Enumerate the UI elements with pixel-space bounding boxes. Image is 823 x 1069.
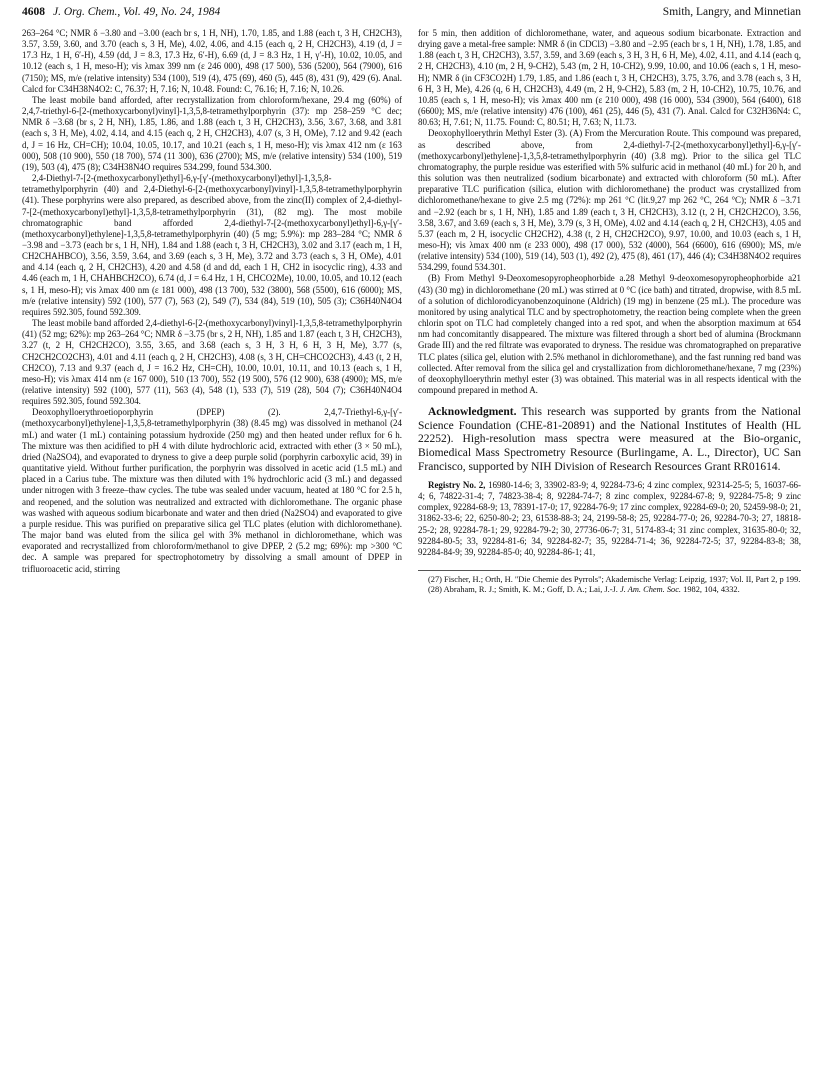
paragraph: (B) From Methyl 9-Deoxomesopyropheophorbide a.28 Methyl 9-deoxomesopyropheophorbide a21 (43) (30 mg) in dichloromethane (20 mL) was stirred at 0 °C (ice bath) and titrated, dropwise, with 8.5 mL of a solution of dichlorodicyanobenzoquinone (Aldrich) (19 mg) in benzene (25 mL). The procedure was monitored by using analytical TLC and by spectrophotometry, the reaction being complete when the green chlorin spot on TLC had completely changed into a red spot, and when the absorption maximum at 654 nm had concomitantly disappeared. The mixture was filtered through a short bed of alumina (Brockmann Grade III) and the red filtrate was evaporated to dryness. The residue was chromatographed on preparative TLC plates (silica gel, elution with 2.5% methanol in dichloromethane), and the fast running red band was collected. After removal from the silica gel and crystallization from dichloromethane/hexane, 7 mg (23%) of deoxophylloerythrin methyl ester (3) was obtained. This material was in all respects identical with the compound prepared in method A.: [418, 273, 801, 395]
page-number: 4608: [22, 6, 45, 18]
reference-number: (28): [428, 585, 442, 595]
left-column: [22, 28, 402, 575]
paragraph: The least mobile band afforded, after recrystallization from chloroform/hexane, 29.4 mg (60%) of 2,4,7-triethyl-6-[2-(methoxycarbonyl)vinyl]-1,3,5,8-tetramethylporphyrin (37): mp 258–259 °C dec; NMR δ −3.68 (br s, 2 H, NH), 1.85, 1.86, and 1.88 (each t, 3 H, CH2CH3), 3.56, 3.67, 3.68, and 3.81 (each s, 3 H, Me), 4.02, 4.14, and 4.15 (each q, 2 H, CH2CH3), 4.07 (s, 3 H, OMe), 7.12 and 9.42 (each d, J = 16 Hz, CH=CH); 10.04, 10.05, 10.17, and 10.21 (each s, 1 H, meso-H); vis λmax 412 nm (ε 163 000), 508 (10 900), 550 (18 700), 574 (11 300), 636 (2700); MS, m/e (relative intensity) 534 (100), 519 (19), 503 (4), 475 (8); C34H38N4O requires 534.299, found 534.300.: [22, 94, 402, 172]
acknowledgment: [418, 406, 801, 474]
reference-number: (27): [428, 574, 442, 584]
running-authors: Smith, Langry, and Minnetian: [662, 6, 801, 18]
registry-heading: Registry No. 2,: [428, 480, 486, 491]
journal-citation: J. Org. Chem., Vol. 49, No. 24, 1984: [53, 6, 221, 18]
paragraph: 2,4-Diethyl-7-[2-(methoxycarbonyl)ethyl]-6,γ-[γ′-(methoxycarbonyl)ethyl]-1,3,5,8-tetramethylporphyrin (40) and 2,4-Diethyl-6-[2-(methoxycarbonyl)vinyl]-1,3,5,8-tetramethylporphyrin (41). These porphyrins were also prepared, as described above, from the zinc(II) complex of 2,4-diethyl-7-[2-(methoxycarbonyl)ethyl]-1,3,5,8-tetramethylporphyrin (31), (82 mg). The most mobile chromatographic band afforded 2,4-diethyl-7-[2-(methoxycarbonyl)ethyl]-6,γ-[γ′-(methoxycarbonyl)ethylene]-1,3,5,8-tetramethylporphyrin (40) (5 mg; 5.9%): mp 283–284 °C; NMR δ −3.98 and −3.73 (each br s, 1 H, NH), 1.84 and 1.88 (each t, 3 H, CH2CH3), 3.02 and 3.17 (each m, 1 H, CH2CHAHBCO), 3.56, 3.59, 3.64, and 3.69 (each s, 3 H, Me), 3.72 and 3.73 (each s, 3 H, OMe), 4.01 and 4.14 (each q, 2 H, CH2CH3), 4.20 and 4.58 (d and dd, each 1 H, CH2 in isocyclic ring), 4.33 and 4.46 (each m, 1 H, CHAHBCH2CO), 6.74 (d, J = 6.4 Hz, 1 H, CHCO2Me), 10.00, 10.05, and 10.12 (each s, 1 H, meso-H); vis λmax 400 nm (ε 181 000), 498 (13 700), 532 (3800), 568 (5500), 616 (6000); MS, m/e (relative intensity) 592 (100), 577 (7), 563 (2), 549 (7), 534 (84), 519 (10), 505 (3); C36H40N4O4 requires 592.305, found 592.309.: [22, 173, 402, 317]
reference-journal: J. Am. Chem. Soc.: [620, 585, 682, 595]
reference-item: [418, 575, 801, 586]
paragraph: for 5 min, then addition of dichloromethane, water, and aqueous sodium bicarbonate. Extraction and drying gave a metal-free sample: NMR δ (in CDCl3) −3.80 and −2.95 (each br s, 1 H, NH), 1.78, 1.85, and 1.88 (each t, 3 H, CH2CH3), 3.57, 3.59, and 3.69 (each s, 3 H, 3 H, 6 H, Me), 4.02, 4.11, and 4.14 (each q, 2 H, CH2CH3), 4.10 (m, 2 H, 9-CH2), 5.43 (m, 2 H, 10-CH2), 9.99, 10.00, and 10.06 (each s, 1 H, meso-H); NMR δ (in CF3CO2H) 1.79, 1.85, and 1.86 (each t, 3 H, CH2CH3), 3.75, 3.76, and 3.78 (each s, 3 H, 6 H, 3 H, Me), 4.26 (q, 6 H, CH2CH3), 4.49 (m, 2 H, 9-CH2), 5.83 (m, 2 H, 10-CH2), 10.75, 10.76, and 10.85 (each s, 1 H, meso-H); vis λmax 400 nm (ε 210 000), 498 (16 000), 534 (3900), 564 (6400), 618 (6600); MS, m/e (relative intensity) 476 (100), 461 (25), 446 (5), 431 (7). Anal. Calcd for C32H36N4: C, 80.63; H, 7.61; N, 11.75. Found: C, 80.51; H, 7.63; N, 11.73.: [418, 28, 801, 128]
paragraph: The least mobile band afforded 2,4-diethyl-6-[2-(methoxycarbonyl)vinyl]-1,3,5,8-tetramethylporphyrin (41) (52 mg; 62%): mp 263–264 °C; NMR δ −3.75 (br s, 2 H, NH), 1.85 and 1.87 (each t, 3 H, CH2CH3), 3.27 (t, 2 H, CH2CH2CO), 3.55, 3.65, and 3.68 (each s, 3 H, 3 H, 6 H, 3 H, Me), 3.77 (s, CH2CH2CO2CH3), 4.01 and 4.11 (each q, 2 H, CH2CH3), 4.08 (s, 3 H, CH=CHCO2CH3), 4.43 (t, 2 H, CH2CO), 7.13 and 9.37 (each d, J = 16.2 Hz, CH=CH), 10.00, 10.01, 10.11, and 10.13 (each s, 1 H, meso-H); vis λmax 414 nm (ε 167 000), 510 (13 700), 552 (19 500), 576 (12 900), 638 (4900); MS, m/e (relative intensity) 592 (100), 577 (11), 563 (4), 548 (1), 533 (7), 519 (28), 504 (7); C36H40N4O4 requires 592.305, found 592.304.: [22, 318, 402, 407]
acknowledgment-text: This research was supported by grants from the National Science Foundation (CHE-81-20891) and the National Institutes of Health (HL 22252). High-resolution mass spectra were measured at the Bio-organic, Biomedical Mass Spectrometry Resource (Burlingame, A. L., Director), UC San Francisco, supported by NIH Division of Research Resources Grant RR01614.: [418, 406, 801, 473]
page-header: [22, 6, 801, 24]
acknowledgment-heading: Acknowledgment.: [428, 406, 517, 419]
reference-text: Fischer, H.; Orth, H. "Die Chemie des Pyrrols"; Akademische Verlag: Leipzig, 1937; Vol. II, Part 2, p 199.: [441, 574, 801, 584]
registry-numbers: [418, 480, 801, 558]
reference-item: [418, 585, 801, 596]
references: [418, 570, 801, 596]
paragraph: Deoxophylloerythrin Methyl Ester (3). (A) From the Mercuration Route. This compound was prepared, as described above, from 2,4-diethyl-7-[2-(methoxycarbonyl)ethyl]-6,γ-[γ′-(methoxycarbonyl)ethylene]-1,3,5,8-tetramethylporphyrin (40) (3.8 mg). Prior to the silica gel TLC chromatography, the purple residue was esterified with 5% sulfuric acid in methanol (40 mL) for 20 h, and this solution was then neutralized (sodium bicarbonate) and extracted with chloroform (50 mL). After preparative TLC purification (silica, elution with dichloromethane) the product was crystallized from dichloromethane/hexane to give 2.5 mg (72%): mp 261 °C (lit.9,27 mp 262 °C, 264 °C); NMR δ −3.71 and −2.92 (each br s, 1 H, NH), 1.85 and 1.89 (each t, 3 H, CH2CH3), 3.12 (t, 2 H, CH2CH2CO), 3.56, 3.58, 3.67, and 3.69 (each s, 3 H, Me), 3.79 (s, 3 H, OMe), 4.02 and 4.14 (each q, 2 H, CH2CH3), 4.05 and 5.37 (each m, 2 H, isocyclic CH2CH2), 4.38 (t, 2 H, CH2CH2CO), 9.97, 10.00, and 10.03 (each s, 1 H, meso-H); vis λmax 400 nm (ε 233 000), 498 (17 000), 532 (4000), 564 (6600), 616 (6900); MS, m/e (relative intensity) 534 (100), 519 (14), 503 (1), 492 (2), 475 (8), 461 (17), 446 (4); C34H38N4O2 requires 534.299, found 534.301.: [418, 128, 802, 273]
paragraph: Deoxophylloerythroetioporphyrin (DPEP) (2). 2,4,7-Triethyl-6,γ-[γ′-(methoxycarbonyl)ethylene]-1,3,5,8-tetramethylporphyrin (38) (8.45 mg) was dissolved in methanol (24 mL) and water (1 mL) containing potassium hydroxide (250 mg) and then heated under reflux for 6 h. The mixture was then acidified to pH 4 with dilute hydrochloric acid, extracted with ether (3 × 50 mL), dried (Na2SO4), and evaporated to dryness to give a deep purple solid (porphyrin carboxylic acid, 39) in quantitative yield. Without further purification, the porphyrin was dissolved in acetic acid (1.5 mL) and placed in a Carius tube. The mixture was then diluted with 1% hydrochloric acid (3 mL) and degassed under nitrogen with 3 freeze–thaw cycles. The tube was sealed under vacuum, heated at 180 °C for 2.5 h, and reopened, and the solution was neutralized and extracted with dichloromethane. The organic phase was washed with aqueous sodium bicarbonate and water and then dried (Na2SO4) and evaporated to give a purple residue. This was purified on preparative silica gel TLC plates (elution with dichloromethane). The major band was eluted from the silica gel with 3% methanol in dichloromethane, which was evaporated and recrystallized from chloroform/methanol to give DPEP, 2 (5.2 mg; 69%): mp >300 °C dec. A sample was prepared for spectrophotometry by dissolving a small amount of DPEP in trifluoroacetic acid, stirring: [22, 407, 402, 574]
paragraph: 263–264 °C; NMR δ −3.80 and −3.00 (each br s, 1 H, NH), 1.70, 1.85, and 1.88 (each t, 3 H, CH2CH3), 3.57, 3.59, 3.60, and 3.70 (each s, 3 H, Me), 4.02, 4.06, and 4.15 (each q, 2 H, CH2CH3), 4.19 (d, J = 17.3 Hz, 1 H, 6′-H), 4.59 (dd, J = 8.3, 17.3 Hz, 6′-H), 6.69 (d, J = 8.3 Hz, 1 H, γ′-H), 10.02, 10.05, and 10.12 (each s, 1 H, meso-H); vis λmax 399 nm (ε 246 000), 498 (17 500), 536 (5200), 564 (7900), 616 (7150); MS, m/e (relative intensity) 534 (100), 519 (4), 475 (69), 460 (5), 445 (8), 431 (9), 429 (6). Anal. Calcd for C34H38N4O2: C, 76.37; H, 7.16; N, 10.48. Found: C, 76.16; H, 7.16; N, 10.26.: [22, 28, 402, 94]
registry-text: 16980-14-6; 3, 33902-83-9; 4, 92284-73-6; 4 zinc complex, 92314-25-5; 5, 16037-66-4; 6, 74822-31-4; 7, 74823-38-4; 8, 92284-74-7; 8 zinc complex, 92284-67-8; 9, 92284-75-8; 9 zinc complex, 92284-68-9; 13, 78391-17-0; 17, 92284-76-9; 17 zinc complex, 92284-69-0; 20, 52459-98-0; 21, 31862-33-6; 22, 6250-80-2; 23, 61538-88-3; 24, 2199-58-8; 25, 92284-77-0; 26, 92284-70-3; 27, 18818-25-2; 28, 92284-78-1; 29, 92284-79-2; 30, 27736-06-7; 31, 5174-83-4; 31 zinc complex, 31635-80-0; 32, 92284-80-5; 33, 92284-81-6; 34, 92284-82-7; 35, 92284-71-4; 36, 92284-72-5; 37, 92284-83-8; 38, 92284-84-9; 39, 92284-85-0; 40, 92284-86-1; 41,: [418, 480, 801, 557]
reference-tail: 1982, 104, 4332.: [681, 585, 740, 595]
reference-text: Abraham, R. J.; Smith, K. M.; Goff, D. A.; Lai, J.-J.: [441, 585, 620, 595]
right-column: [418, 28, 801, 596]
